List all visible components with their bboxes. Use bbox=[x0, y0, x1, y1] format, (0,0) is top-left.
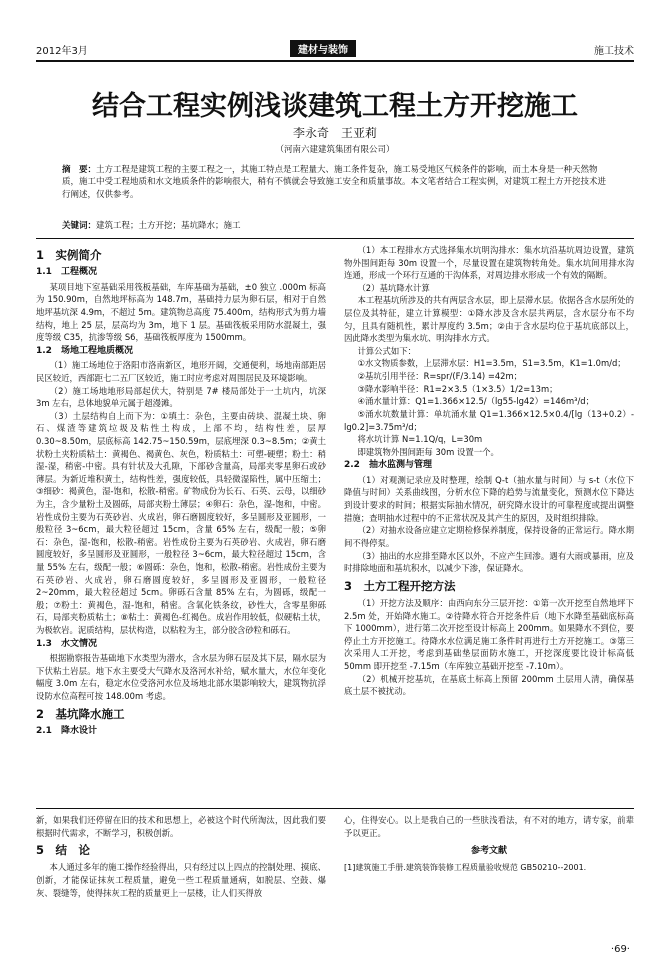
subsection-heading: 1.2 场地工程地质概况 bbox=[36, 345, 133, 356]
page-number: ·69· bbox=[610, 944, 630, 955]
section-heading: 1 实例简介 bbox=[36, 248, 102, 262]
footer-divider bbox=[36, 808, 634, 809]
paragraph: （3）土层结构自上而下为：①填土：杂色，主要由砖块、混凝土块、卵石、煤渣等建筑垃圾及粘性土构成，上部不均，结构性差，层厚 0.30~8.50m，层底标高 142.75~150.59m，层底埋深 0.3~8.5m；②黄土状粉土夹粉质粘土：黄褐色、褐黄色、灰色，粉质粘土：可塑-硬塑；粉土：稍湿-湿，稍密-中密。具有针状及大孔隙，下部砂含量高，局部夹零星卵石或砂薄层。为新近堆积黄土，结构性差，强度较低，具轻微湿陷性，属中压缩土；③细砂：褐黄色，湿-饱和，松散-稍密。矿物成份为长石、石英、云母，以细砂为主，含少量粉土及圆砾，局部夹粉土薄层；④卵石：杂色，湿-饱和，中密。岩性成份主要为石英砂岩、火成岩，卵石磨圆度较好，多呈圆形及亚圆形，一般粒径 3~6cm，最大粒径超过 15cm，含量 65% 左右，级配一般；⑤卵石：杂色，湿-饱和，松散-稍密。岩性成份主要为石英砂岩、火成岩，卵石磨圆度较好，多呈圆形及亚圆形，一般粒径 3~6cm，最大粒径超过 15cm，含量 55% 左右，级配一般；⑥圆砾：杂色，饱和，松散-稍密。岩性成份主要为石英砂岩、火成岩，卵石磨圆度较好，多呈圆形及亚圆形，一般粒径 2~20mm，最大粒径超过 5cm。卵砾石含量 85% 左右，为圆砾，级配一般；⑦粉土：黄褐色，湿-饱和，稍密。含氧化铁条纹，砂性大，含零星卵砾石，局部夹粉质粘土；⑧粘土：黄褐色-红褐色。成岩作用较低，似硬粘土状，为极软岩。泥质结构，层状构造，以粘粒为主，部分胶含砂粒和砾石。 bbox=[36, 410, 326, 636]
paragraph: （3）抽出的水应排至降水区以外，不应产生回渗。遇有大雨或暴雨，应及时排除地面和基坑积水，以减少下渗，保证降水。 bbox=[344, 550, 634, 574]
paragraph: ②基坑引用半径：R=spr/(F/3.14) =42m； bbox=[357, 371, 523, 382]
subsection-heading: 2.1 降水设计 bbox=[36, 725, 97, 736]
left-column bbox=[36, 244, 326, 739]
paragraph: ④涌水量计算：Q1=1.366×12.5/（lg55-lg42）=146m³/d； bbox=[357, 396, 594, 407]
subsection-heading: 2.2 抽水监测与管理 bbox=[344, 460, 432, 471]
paragraph: ③降水影响半径：R1=2×3.5（1×3.5）1/2=13m； bbox=[357, 383, 558, 394]
references-list bbox=[344, 862, 634, 873]
abstract-rule bbox=[36, 238, 634, 239]
references-title: 参考文献 bbox=[470, 846, 507, 857]
paragraph: （2）机械开挖基坑，在基底土标高上预留 200mm 土层用人清，确保基底土层不被扰动。 bbox=[344, 673, 634, 697]
paragraph: ⑤涌水坑数量计算：单坑涌水量 Q1=1.366×12.5×0.4/[lg（13+0.2）-lg0.2]=3.75m³/d； bbox=[344, 408, 634, 432]
paragraph: （2）对抽水设备应建立定期检修保养制度，保持设备的正常运行。降水期间不得停泵。 bbox=[344, 525, 634, 548]
keywords bbox=[62, 220, 608, 232]
keywords-text: 建筑工程；土方开挖；基坑降水；施工 bbox=[96, 221, 241, 231]
paragraph: 将水坑计算 N=1.1Q/q，L=30m bbox=[357, 434, 483, 445]
paragraph: 即建筑物外围间距每 30m 设置一个。 bbox=[357, 446, 499, 457]
paragraph: 心，住得安心。以上是我自己的一些肤浅看法，有不对的地方，请专家，前辈予以更正。 bbox=[344, 815, 634, 838]
header-rule bbox=[36, 60, 634, 62]
subsection-heading: 1.1 工程概况 bbox=[36, 267, 97, 278]
paragraph: 某项目地下室基础采用筏板基础，车库基础为基础，±0 独立 .000m 标高为 150.90m，自然地坪标高为 148.7m，基础持力层为卵石层，相对于自然地坪基坑深 4.9m，不超过 5m。建筑物总高度 75.400m，结构形式为剪力墙结构，地上 25 层，层高均为 3m，地下 1 层。基础筏板采用防水混凝土，强度等级 C35，抗渗等级 S6，基础筏板厚度为 1500mm。 bbox=[36, 281, 326, 343]
paragraph: （1）施工场地位于洛阳市洛南新区，地形开阔，交通便利，场地南部距居民区较近，西部距七二五厂区较近，施工时应考虑对周围居民及环境影响。 bbox=[36, 360, 326, 383]
right-column bbox=[344, 244, 634, 698]
paragraph: （1）开挖方法及顺序：由西向东分三层开挖：①第一次开挖至自然地坪下 2.5m 处，开始降水施工。②待降水符合开挖条件后（地下水降至基础底标高下 1000mm），进行第二次开挖至设计标高上 200mm。如果降水不到位，要停止土方开挖施工。待降水水位满足施工条件时再进行土方开挖施工。③第三次采用人工开挖，考虑到基础垫层面防水施工，开挖深度要比设计标高低 50mm 即开挖至 -7.15m（车库独立基础开挖至 -7.10m）。 bbox=[344, 597, 634, 672]
header-section: 施工技术 bbox=[594, 46, 634, 57]
bottom-right-column bbox=[344, 814, 634, 873]
paragraph: （2）基坑降水计算 bbox=[357, 282, 430, 293]
section-heading: 3 土方工程开挖方法 bbox=[344, 578, 456, 593]
paragraph: 新，如果我们还停留在旧的技术和思想上，必被这个时代所淘汰，因此我们要根据时代需求，不断学习，积极创新。 bbox=[36, 815, 326, 838]
paragraph: 本人通过多年的施工操作经验得出，只有经过以上四点的控制处理、摸底、创新，才能保证抹灰工程质量，避免一些工程质量通病，如脱层、空鼓、爆灰、裂缝等，使得抹灰工程的质量更上一层楼，让人们买得放 bbox=[36, 862, 326, 898]
article-authors: 李永奇 王亚莉 bbox=[292, 126, 377, 140]
section-heading: 2 基坑降水施工 bbox=[36, 706, 125, 721]
abstract bbox=[62, 164, 608, 201]
paragraph: 本工程基坑所涉及的共有两层含水层，即上层滞水层。依据各含水层所处的层位及其特征，建立计算模型：①降水涉及含水层共两层，含水层分布不均匀，且具有随机性，累计厚度约 3.5m；②由于含水层均位于基坑底部以上，因此降水类型为集水坑、明沟排水方式。 bbox=[344, 295, 634, 344]
article-affiliation: （河南六建建筑集团有限公司） bbox=[275, 145, 395, 155]
section-heading: 5 结 论 bbox=[36, 843, 91, 858]
paragraph: 计算公式如下： bbox=[357, 345, 417, 356]
paragraph: （1）对观测记录应及时整理，绘制 Q-t（抽水量与时间）与 s-t（水位下降值与时间）关系曲线图，分析水位下降的趋势与流量变化，预测水位下降达到设计要求的时间；根据实际抽水情况，研究降水设计的可靠程度或提出调整措施；查明抽水过程中的不正常状况及其产生的原因，及时组织排除。 bbox=[344, 474, 634, 523]
header-date: 2012年3月 bbox=[36, 46, 88, 57]
paragraph: （1）本工程排水方式选择集水坑明沟排水：集水坑沿基坑周边设置，建筑物外围间距每 30m 设置一个，尽量设置在建筑物转角处。集水坑间用排水沟连通，形成一个环行互通的干沟体系，对周边排水形成一个有效的隔断。 bbox=[344, 245, 634, 281]
abstract-label: 摘 要： bbox=[62, 165, 97, 175]
abstract-text: 土方工程是建筑工程的主要工程之一，其施工特点是工程量大、施工条件复杂，施工易受地区气候条件的影响，而土本身是一种天然物质，施工中受工程地质和水文地质条件的影响很大，稍有不慎就会导致施工安全和质量事故。本文笔者结合工程实例，对建筑工程土方开挖技术进行阐述，仅供参考。 bbox=[62, 165, 607, 200]
paragraph: （2）施工场地地形局部起伏大，特别是 7# 楼局部处于一土坑内，坑深 3m 左右，总体地貌单元属于超漫滩。 bbox=[36, 385, 326, 409]
header-journal-name: 建材与装饰 bbox=[290, 40, 356, 57]
paragraph: ①水文物质参数，上层滞水层：H1=3.5m，S1=3.5m，K1=1.0m/d； bbox=[357, 358, 626, 369]
reference-item: [1]建筑施工手册.建筑装饰装修工程质量验收规范 GB50210--2001. bbox=[344, 862, 587, 872]
paragraph: 根据勘察报告基础地下水类型为潜水，含水层为卵石层及其下层，隔水层为下伏粘土岩层。地下水主要受大气降水及洛河水补给，赋水量大，水位年变化幅度 3.0m 左右，稳定水位受洛河水位及场地北部水渠影响较大，建筑物抗浮设防水位高程可按 148.00m 考虑。 bbox=[36, 653, 326, 702]
keywords-label: 关键词： bbox=[62, 221, 97, 231]
article-title: 结合工程实例浅谈建筑工程土方开挖施工 bbox=[92, 91, 578, 122]
bottom-left-column bbox=[36, 814, 326, 899]
running-header bbox=[36, 40, 634, 60]
subsection-heading: 1.3 水文情况 bbox=[36, 638, 97, 649]
